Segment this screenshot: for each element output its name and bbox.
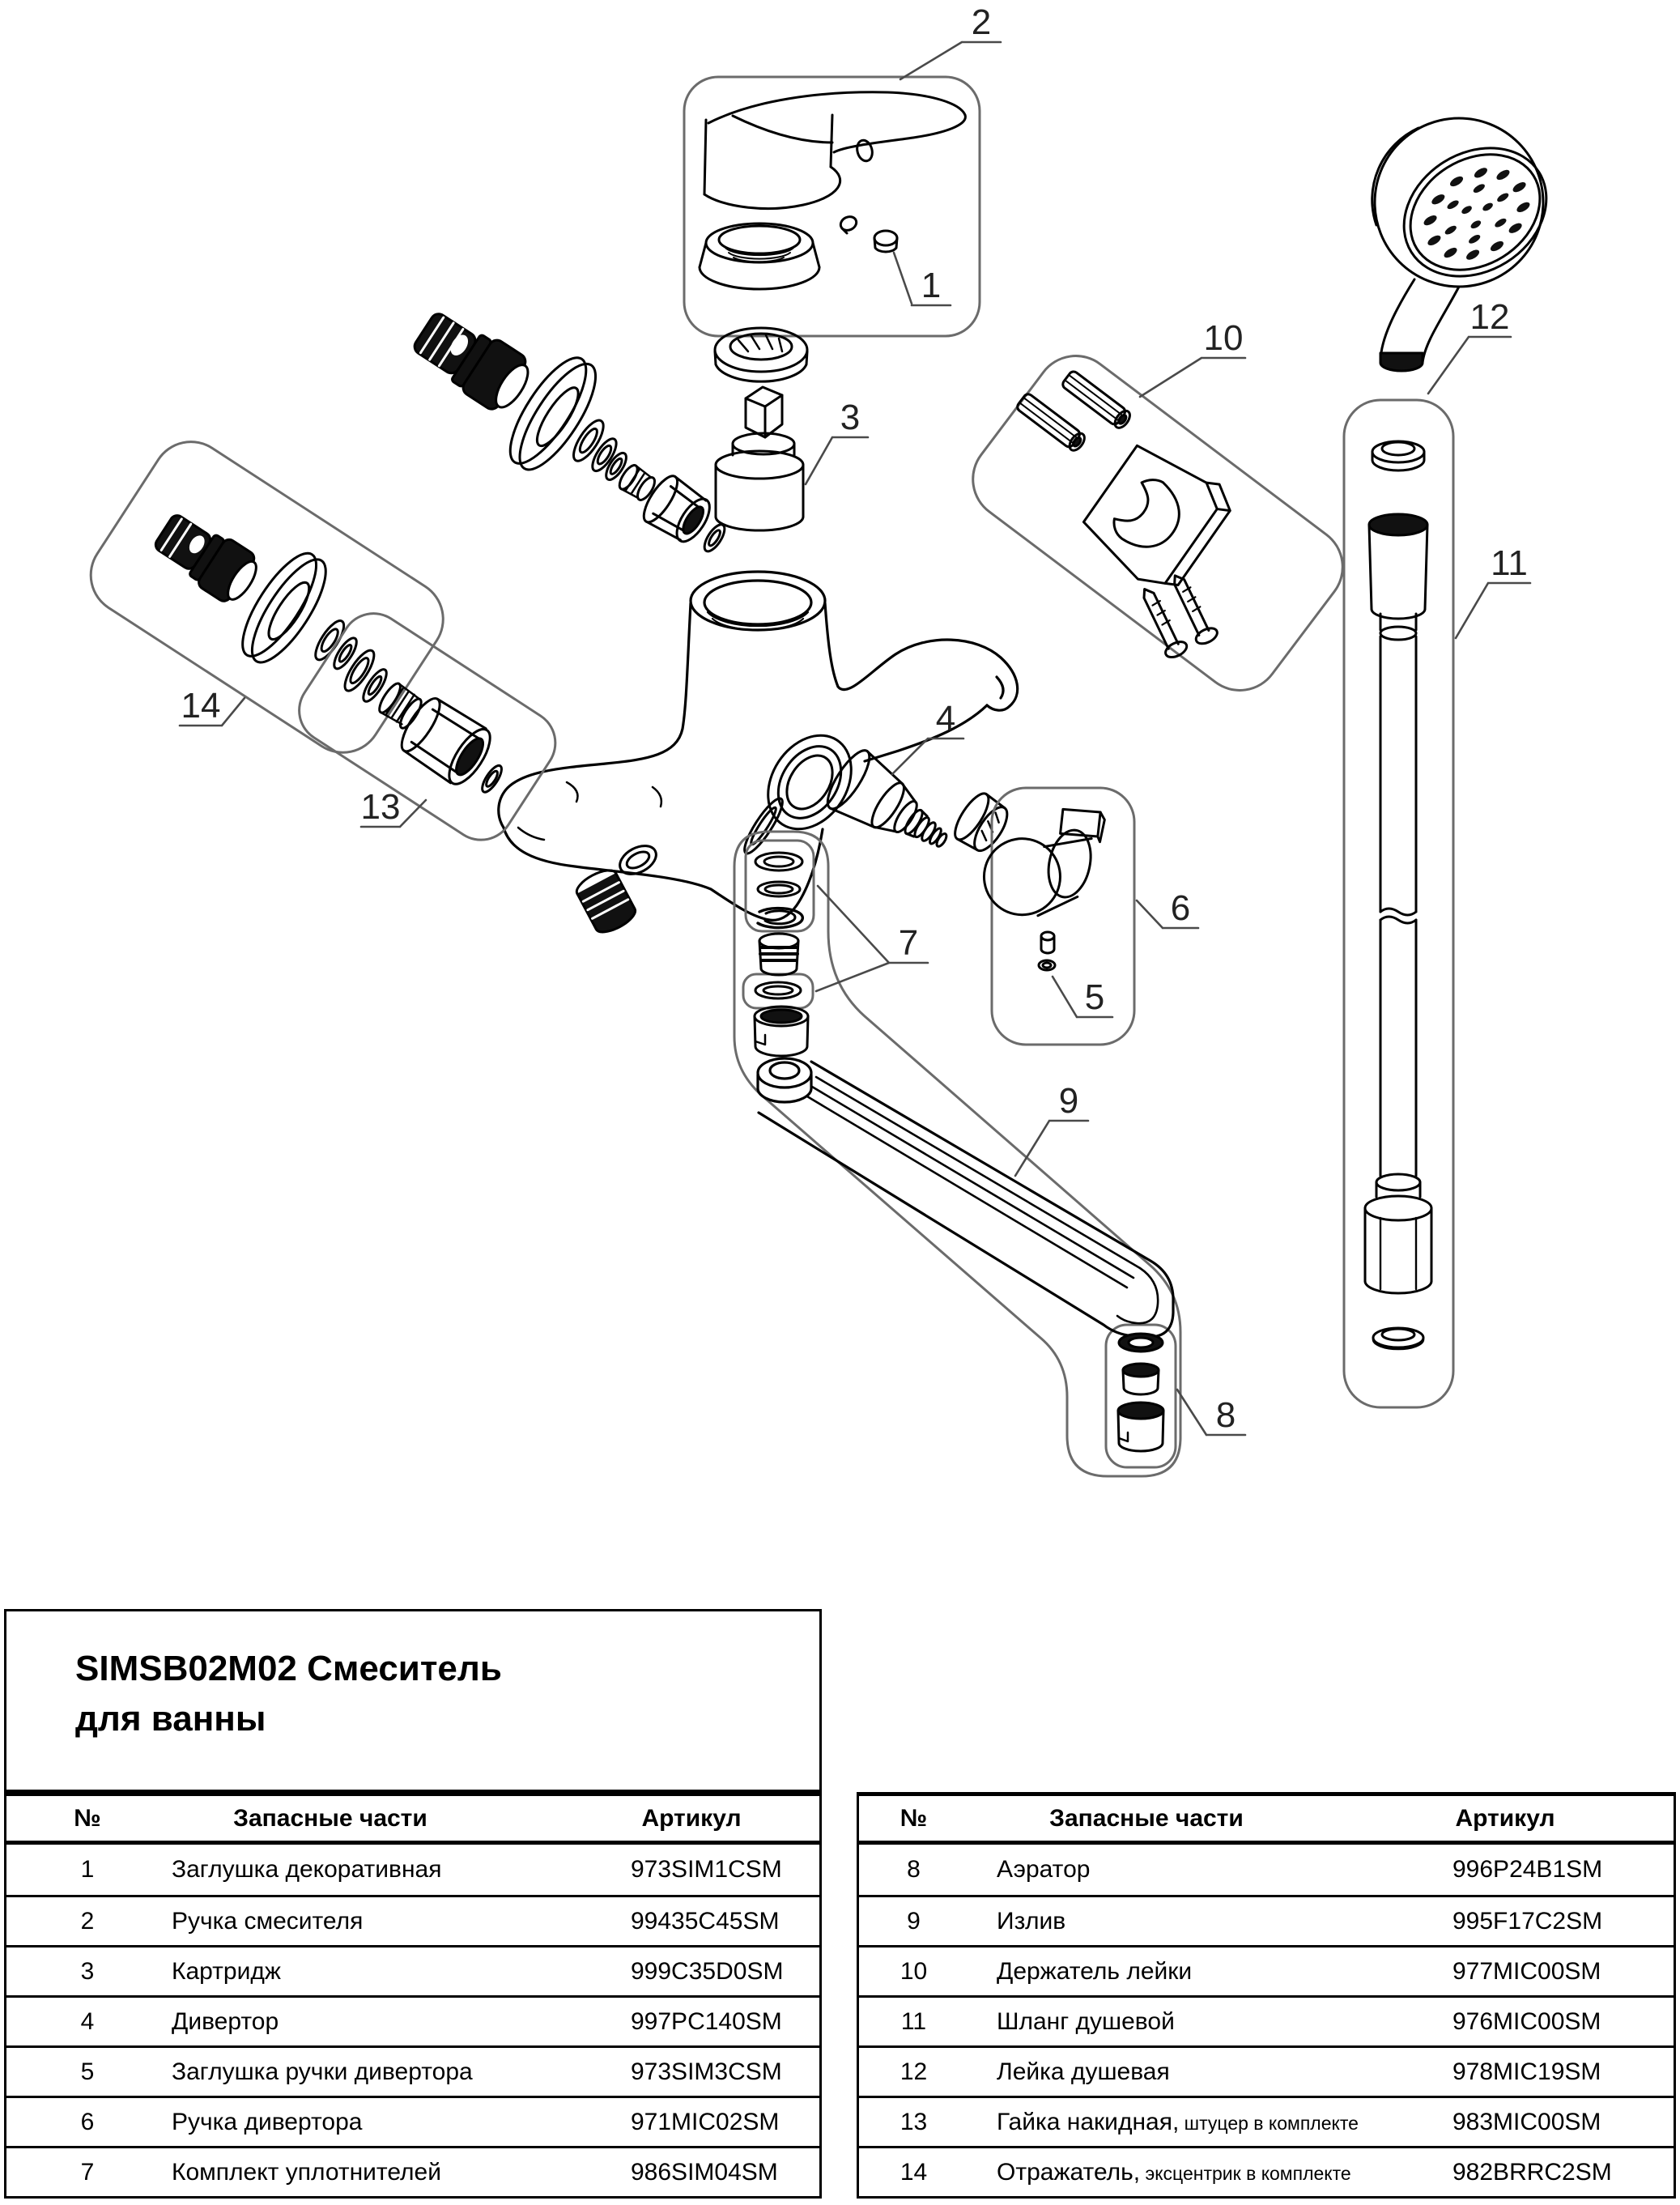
- product-title-line1: SIMSB02M02 Смеситель: [75, 1649, 502, 1688]
- threaded-insert: [759, 934, 798, 975]
- wall-plug: [1015, 392, 1087, 453]
- row-name-text: Лейка душевая: [997, 2058, 1170, 2085]
- spout-group-box: [734, 832, 1180, 1476]
- row-name: Картридж: [172, 1957, 281, 1985]
- row-name: [997, 2159, 1351, 2186]
- product-title: [75, 1644, 502, 1744]
- title-block: [4, 1609, 822, 1792]
- row-num: 5: [80, 2058, 95, 2085]
- faucet-body: [499, 572, 1018, 920]
- callout-12: 12: [1469, 297, 1510, 337]
- reflector-kit: [131, 479, 386, 703]
- row-num: 10: [900, 1957, 928, 1985]
- holder-group-box: [957, 340, 1359, 707]
- row-article: 99435C45SM: [631, 1907, 780, 1935]
- diverter: [820, 745, 963, 871]
- row-name: Комплект уплотнителей: [172, 2158, 441, 2186]
- row-name: [997, 1856, 1090, 1884]
- mixer-handle: [704, 92, 965, 209]
- row-num: 13: [900, 2108, 928, 2135]
- table-row: [6, 1845, 819, 1897]
- diverter-handle: [977, 791, 1106, 928]
- row-num: 7: [80, 2158, 95, 2186]
- row-name: Заглушка декоративная: [172, 1856, 442, 1883]
- row-num: 2: [80, 1907, 95, 1935]
- seal-ring-b: [755, 982, 801, 998]
- callout-4: 4: [935, 699, 956, 739]
- row-name: Ручка смесителя: [172, 1907, 364, 1935]
- row-num: 8: [907, 1856, 921, 1883]
- row-num: 12: [900, 2058, 928, 2085]
- row-name-note: штуцер в комплекте: [1179, 2112, 1359, 2134]
- row-num: 1: [80, 1856, 95, 1883]
- callout-1: 1: [921, 266, 942, 305]
- capnut-kit: [329, 646, 520, 803]
- diverter-handle-group-box: [992, 788, 1134, 1045]
- body-tailpiece: [573, 865, 639, 937]
- row-num: 6: [80, 2108, 95, 2135]
- row-article: 996P24B1SM: [1452, 1856, 1603, 1883]
- row-num: 4: [80, 2007, 95, 2035]
- row-num: 3: [80, 1957, 95, 1985]
- header-parts: Запасные части: [233, 1804, 427, 1832]
- cartridge: [716, 387, 803, 530]
- row-name-note: эксцентрик в комплекте: [1140, 2162, 1351, 2184]
- shower-bracket: [1074, 431, 1242, 601]
- row-name-text: Излив: [997, 1907, 1066, 1935]
- row-article: 995F17C2SM: [1452, 1907, 1603, 1935]
- callout-14: 14: [181, 686, 221, 726]
- header-article: Артикул: [1455, 1804, 1555, 1832]
- upper-hex-nut: [638, 471, 736, 561]
- row-name: [997, 2008, 1175, 2036]
- row-article: 999C35D0SM: [631, 1957, 784, 1985]
- table-row: [6, 1897, 819, 1947]
- aerator-stack: [1118, 1334, 1163, 1451]
- row-article: 978MIC19SM: [1452, 2058, 1601, 2085]
- parts-table-left: [4, 1792, 822, 2199]
- callout-11: 11: [1491, 543, 1528, 583]
- callout-10: 10: [1203, 318, 1244, 358]
- callout-13: 13: [360, 787, 401, 827]
- row-article: 973SIM1CSM: [631, 1856, 782, 1883]
- row-num: 9: [907, 1907, 921, 1935]
- row-name: Ручка дивертора: [172, 2108, 363, 2135]
- table-row: [6, 1947, 819, 1998]
- row-article: 983MIC00SM: [1452, 2108, 1601, 2135]
- spout-nut: [755, 1007, 808, 1056]
- row-name-text: Держатель лейки: [997, 1957, 1193, 1985]
- row-name: [997, 1958, 1192, 1986]
- callout-7: 7: [898, 923, 919, 963]
- product-title-line2: для ванны: [75, 1699, 266, 1739]
- row-article: 982BRRC2SM: [1452, 2158, 1612, 2186]
- callout-5: 5: [1084, 977, 1105, 1017]
- parts-table-right: [857, 1792, 1676, 2199]
- table-row: [859, 1897, 1674, 1947]
- spout: [758, 1058, 1173, 1337]
- table-header: [859, 1792, 1674, 1845]
- table-row: [6, 2148, 819, 2199]
- wall-plug: [1061, 370, 1133, 431]
- shower-head-handle: [1380, 279, 1459, 371]
- row-name: [997, 1908, 1065, 1935]
- row-article: 997PC140SM: [631, 2007, 782, 2035]
- callout-6: 6: [1170, 888, 1191, 928]
- callout-3: 3: [840, 398, 861, 437]
- row-name: Дивертор: [172, 2007, 279, 2035]
- row-article: 976MIC00SM: [1452, 2007, 1601, 2035]
- row-name: [997, 2109, 1359, 2136]
- row-num: 14: [900, 2158, 928, 2186]
- row-name-text: Аэратор: [997, 1856, 1091, 1883]
- header-num: №: [74, 1804, 101, 1832]
- body-oring: [615, 840, 661, 879]
- row-name-text: Гайка накидная,: [997, 2108, 1180, 2135]
- handle-decor-ring: [700, 223, 819, 289]
- holder-kit: [950, 356, 1295, 676]
- shower-hose: [1365, 441, 1431, 1349]
- row-name-text: Отражатель,: [997, 2158, 1141, 2186]
- row-article: 977MIC00SM: [1452, 1957, 1601, 1985]
- row-name-text: Шланг душевой: [997, 2007, 1175, 2035]
- seal-kit: [755, 853, 802, 928]
- decor-plug: [874, 231, 897, 252]
- leader-lines: [180, 42, 1530, 1435]
- callout-8: 8: [1215, 1395, 1236, 1435]
- table-row: [859, 2098, 1674, 2148]
- row-article: 973SIM3CSM: [631, 2058, 782, 2085]
- header-article: Артикул: [641, 1804, 742, 1832]
- header-parts: Запасные части: [1049, 1804, 1244, 1832]
- hose-group-box: [1344, 400, 1453, 1407]
- callout-9: 9: [1058, 1081, 1079, 1121]
- table-row: [6, 2098, 819, 2148]
- header-num: №: [900, 1804, 928, 1832]
- diverter-plug: [1039, 932, 1055, 970]
- row-num: 11: [900, 2007, 927, 2035]
- table-row: [859, 2148, 1674, 2199]
- table-row: [6, 2048, 819, 2098]
- decor-plug-small: [839, 215, 859, 233]
- table-row: [6, 1998, 819, 2048]
- upper-eccentric: [390, 279, 762, 580]
- table-row: [859, 1845, 1674, 1897]
- table-row: [859, 1947, 1674, 1998]
- row-article: 986SIM04SM: [631, 2158, 778, 2186]
- row-name: [997, 2058, 1170, 2086]
- table-header: [6, 1792, 819, 1845]
- row-article: 971MIC02SM: [631, 2108, 780, 2135]
- row-name: Заглушка ручки дивертора: [172, 2058, 473, 2085]
- capnut-group-box: [287, 601, 568, 852]
- table-row: [859, 2048, 1674, 2098]
- diverter-ring: [949, 789, 1014, 857]
- table-row: [859, 1998, 1674, 2048]
- callout-2: 2: [971, 2, 992, 42]
